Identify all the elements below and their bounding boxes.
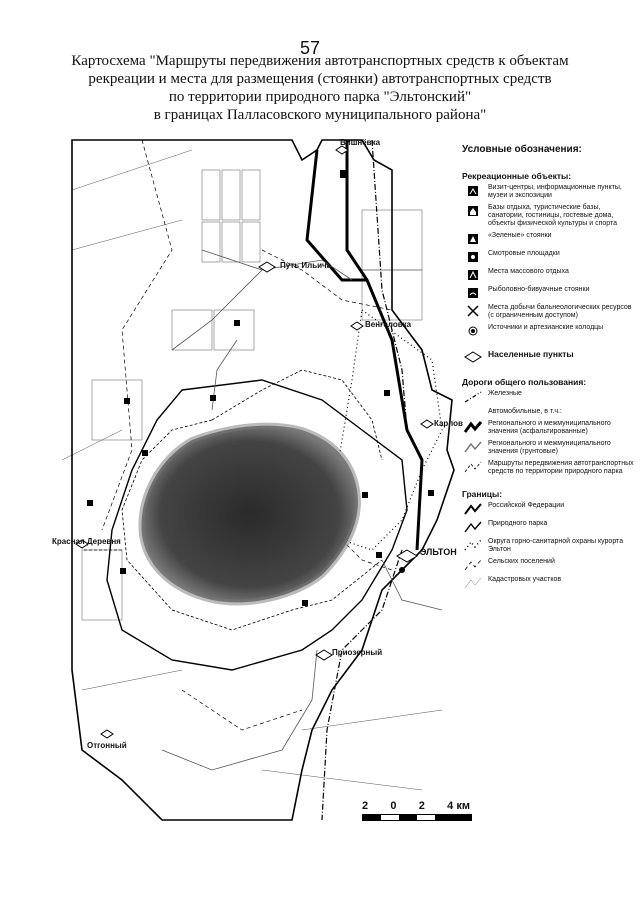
legend-item [462,286,634,300]
legend-item [462,576,634,590]
legend-label: Железные [488,390,522,397]
legend-item [462,268,634,282]
legend-item [462,250,634,264]
legend-label: Смотровые площадки [488,250,560,257]
cadastral-border-icon [462,576,484,590]
federal-border-icon [462,502,484,516]
legend-label: Базы отдыха, туристические базы, санатории, гостиницы, гостевые дома, объекты физической культуры и спорта [488,204,618,227]
rural-border-icon [462,558,484,572]
visit-center-icon [462,184,484,198]
scale-ruler [362,814,472,821]
legend-label: Округа горно-санитарной охраны курорта Эльтон [488,538,624,553]
dirt-road-icon [462,440,484,454]
legend-item [462,460,634,476]
well-icon [462,324,484,338]
lake-elton [141,426,357,603]
map-title [40,52,600,124]
title-line: по территории природного парка "Эльтонский" [168,89,472,105]
viewpoint-icon [462,250,484,264]
place-label-krasnaya-derevnya: Красная Деревня [52,537,121,546]
legend-label: Рыболовно-бивуачные стоянки [488,286,590,293]
legend-label: Регионального и межмуниципального значения (грунтовые) [488,440,611,455]
asphalt-road-icon [462,420,484,434]
title-line: в границах Палласовского муниципального района" [153,107,487,123]
place-label-elton: ЭЛЬТОН [420,547,457,557]
legend-roads-title: Дороги общего пользования: [462,377,587,387]
mass-recreation-icon [462,268,484,282]
scale-label: 4 км [447,800,470,812]
legend-label: Регионального и межмуниципального значения (асфальтированные) [488,420,611,435]
page-number: 57 [300,38,321,58]
legend-item [462,184,634,200]
title-line: рекреации и места для размещения (стоянки) автотранспортных средств [88,71,552,87]
place-label-karpov: Карпов [434,419,463,428]
legend-item [462,420,634,436]
place-label-priozerny: Приозерный [332,648,383,657]
title-line: Картосхема "Маршруты передвижения автотранспортных средств к объектам [71,53,569,69]
legend-label: Визит-центры, информационные пункты, музеи и экспозиции [488,184,622,199]
map-svg [52,130,463,830]
green-parking-icon [462,232,484,246]
scale-label: 2 [362,800,369,812]
legend-item [462,304,634,320]
legend-item [462,520,634,534]
legend-label: Российской Федерации [488,502,565,509]
legend-title: Условные обозначения: [462,144,582,155]
scale-label: 2 [418,800,425,812]
railway-icon [462,390,484,404]
map-legend [462,146,634,594]
legend-borders-title: Границы: [462,489,503,499]
legend-item [462,440,634,456]
legend-item [462,204,634,228]
fishing-camp-icon [462,286,484,300]
place-label-put-ilicha: Путь Ильича [280,261,332,270]
legend-item [462,390,634,404]
place-label-vengelovka: Венгеловка [365,320,412,329]
recreation-base-icon [462,204,484,218]
legend-recreation-title: Рекреационные объекты: [462,171,572,181]
legend-label: Места массового отдыха [488,268,569,275]
legend-item [462,558,634,572]
legend-label: Маршруты передвижения автотранспортных средств по территории природного парка [488,460,634,475]
park-border-icon [462,520,484,534]
place-label-otgonny: Отгонный [87,741,127,750]
legend-item [462,350,634,364]
legend-label: Кадастровых участков [488,576,562,583]
legend-label: Источники и артезианские колодцы [488,324,604,331]
legend-label: Автомобильные, в т.ч.: [488,408,562,415]
map-canvas[interactable] [52,130,463,830]
park-route-icon [462,460,484,474]
legend-item [462,538,634,554]
legend-item [462,502,634,516]
place-label-vishnevka: Вишнёвка [340,138,381,147]
scale-label: 0 [390,800,397,812]
legend-label: «Зеленые» стоянки [488,232,552,239]
settlement-icon [462,350,484,364]
legend-item [462,232,634,246]
sanitary-border-icon [462,538,484,552]
crossed-tools-icon [462,304,484,318]
scale-bar [362,800,472,821]
legend-label: Природного парка [488,520,548,527]
legend-label: Населенные пункты [488,349,574,359]
legend-label: Сельских поселений [488,558,555,565]
legend-label: Места добычи бальнеологических ресурсов (с ограниченным доступом) [488,304,632,319]
legend-item [462,324,634,338]
